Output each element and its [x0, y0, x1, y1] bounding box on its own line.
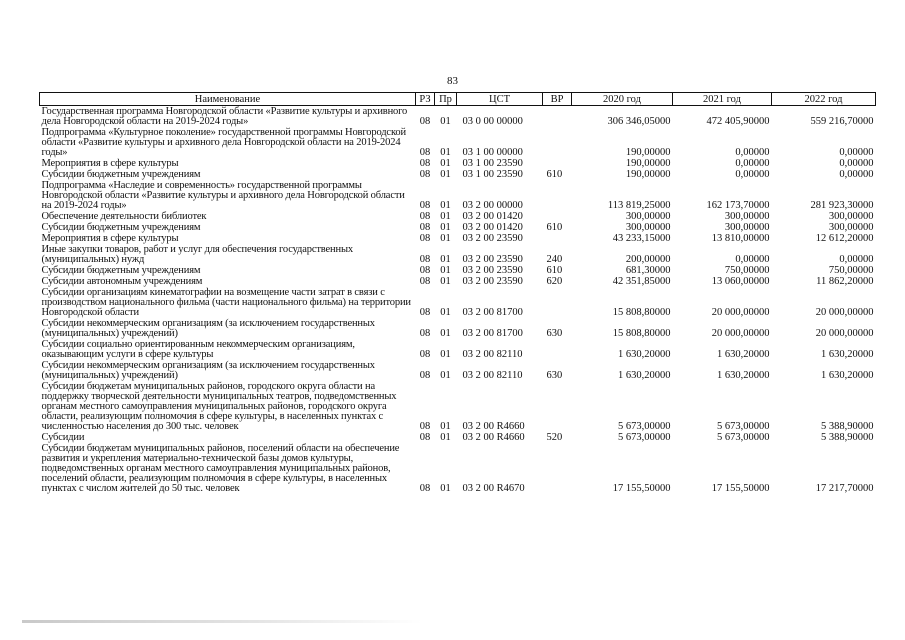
row-2022: 0,00000 — [839, 254, 874, 265]
table-row — [40, 169, 876, 180]
header-rz: РЗ — [416, 93, 435, 106]
row-name: Подпрограмма «Наследие и современность» государственной программы Новгородской области «Развитие культуры и архивного дела Новгородской области на 2019-2024 годы» — [41, 180, 405, 211]
row-pr: 01 — [440, 432, 451, 443]
row-rz: 08 — [419, 276, 431, 287]
row-2021: 1 630,20000 — [717, 370, 770, 381]
row-2022: 750,00000 — [828, 265, 874, 276]
row-2020: 300,00000 — [625, 222, 671, 233]
row-pr: 01 — [440, 483, 451, 494]
row-vr: 620 — [546, 276, 563, 287]
row-2020: 5 673,00000 — [618, 432, 671, 443]
row-2021: 5 673,00000 — [717, 432, 770, 443]
table-row — [40, 287, 876, 318]
table-row — [40, 158, 876, 169]
row-name: Субсидии бюджетам муниципальных районов, поселений области на обеспечение развития и укрепления материально-технической базы домов культуры, подведомственных органам местного самоуправления муниципальных районов, поселений области, реализующим полномочия в сфере культуры, в населенных пунктах с числом жителей до 50 тыс. человек — [41, 443, 400, 494]
row-2021: 472 405,90000 — [706, 116, 770, 127]
row-2021: 300,00000 — [724, 222, 770, 233]
row-name: Субсидии социально ориентированным некоммерческим организациям, оказывающим услуги в сфере культуры — [41, 339, 355, 360]
row-2022: 20 000,00000 — [815, 307, 874, 318]
row-2020: 15 808,80000 — [612, 307, 671, 318]
row-pr: 01 — [440, 370, 451, 381]
row-vr — [543, 339, 572, 360]
row-2022: 0,00000 — [839, 147, 874, 158]
row-cst: 03 2 00 82110 — [462, 370, 523, 381]
row-2021: 20 000,00000 — [711, 307, 770, 318]
row-cst: 03 0 00 00000 — [462, 116, 523, 127]
row-rz: 08 — [419, 233, 431, 244]
table-row — [40, 244, 876, 265]
row-2020: 42 351,85000 — [612, 276, 671, 287]
row-2022: 12 612,20000 — [815, 233, 874, 244]
table-row — [40, 265, 876, 276]
row-vr: 630 — [546, 370, 563, 381]
row-2020: 190,00000 — [625, 147, 671, 158]
table-row — [40, 360, 876, 381]
row-name: Государственная программа Новгородской области «Развитие культуры и архивного дела Новгородской области на 2019-2024 годы» — [41, 106, 408, 127]
header-2022: 2022 год — [772, 93, 876, 106]
row-2022: 0,00000 — [839, 158, 874, 169]
row-name: Субсидии некоммерческим организациям (за исключением государственных (муниципальных) учреждений) — [41, 360, 375, 381]
row-cst: 03 2 00 R4660 — [462, 421, 525, 432]
row-pr: 01 — [440, 421, 451, 432]
row-cst: 03 2 00 23590 — [462, 254, 523, 265]
page-number: 83 — [447, 75, 458, 87]
row-name: Субсидии — [41, 432, 85, 443]
header-2021: 2021 год — [673, 93, 772, 106]
row-rz: 08 — [419, 483, 431, 494]
row-2022: 300,00000 — [828, 222, 874, 233]
row-pr: 01 — [440, 222, 451, 233]
table-row — [40, 180, 876, 211]
row-rz: 08 — [419, 169, 431, 180]
row-vr: 610 — [546, 222, 563, 233]
table-row — [40, 443, 876, 494]
row-cst: 03 1 00 23590 — [462, 158, 523, 169]
header-vr: ВР — [543, 93, 572, 106]
row-rz: 08 — [419, 147, 431, 158]
header-pr: Пр — [435, 93, 457, 106]
budget-table — [39, 92, 876, 494]
row-cst: 03 2 00 81700 — [462, 328, 523, 339]
table-row — [40, 276, 876, 287]
row-cst: 03 2 00 01420 — [462, 222, 523, 233]
row-2020: 17 155,50000 — [612, 483, 671, 494]
row-name: Субсидии некоммерческим организациям (за исключением государственных (муниципальных) учреждений) — [41, 318, 375, 339]
row-rz: 08 — [419, 370, 431, 381]
row-2021: 5 673,00000 — [717, 421, 770, 432]
row-2020: 681,30000 — [625, 265, 671, 276]
row-vr — [543, 127, 572, 158]
row-pr: 01 — [440, 147, 451, 158]
row-2020: 5 673,00000 — [618, 421, 671, 432]
row-2020: 306 346,05000 — [607, 116, 671, 127]
row-2020: 43 233,15000 — [612, 233, 671, 244]
row-2022: 281 923,30000 — [810, 200, 874, 211]
row-2022: 5 388,90000 — [821, 432, 874, 443]
row-rz: 08 — [419, 200, 431, 211]
row-2020: 190,00000 — [625, 169, 671, 180]
row-name: Субсидии организациям кинематографии на возмещение части затрат в связи с производством национального фильма (части национального фильма) на территории Новгородской области — [41, 287, 411, 318]
row-pr: 01 — [440, 200, 451, 211]
row-pr: 01 — [440, 328, 451, 339]
row-vr: 520 — [546, 432, 563, 443]
row-vr — [543, 211, 572, 222]
row-2022: 1 630,20000 — [821, 349, 874, 360]
scan-edge — [22, 620, 422, 623]
row-2022: 11 862,20000 — [816, 276, 874, 287]
row-pr: 01 — [440, 265, 451, 276]
row-cst: 03 2 00 23590 — [462, 276, 523, 287]
row-2020: 1 630,20000 — [618, 349, 671, 360]
row-2021: 0,00000 — [735, 254, 770, 265]
row-2022: 17 217,70000 — [815, 483, 874, 494]
row-pr: 01 — [440, 276, 451, 287]
row-rz: 08 — [419, 211, 431, 222]
row-cst: 03 2 00 00000 — [462, 200, 523, 211]
row-rz: 08 — [419, 222, 431, 233]
row-2021: 0,00000 — [735, 147, 770, 158]
row-cst: 03 2 00 R4670 — [462, 483, 525, 494]
row-name: Субсидии автономным учреждениям — [41, 276, 203, 287]
row-2021: 750,00000 — [724, 265, 770, 276]
row-2021: 1 630,20000 — [717, 349, 770, 360]
row-name: Субсидии бюджетным учреждениям — [41, 222, 201, 233]
row-pr: 01 — [440, 233, 451, 244]
row-rz: 08 — [419, 421, 431, 432]
row-pr: 01 — [440, 158, 451, 169]
row-vr — [543, 180, 572, 211]
table-header-row — [40, 93, 876, 106]
row-2020: 15 808,80000 — [612, 328, 671, 339]
row-2022: 0,00000 — [839, 169, 874, 180]
row-2021: 162 173,70000 — [706, 200, 770, 211]
row-name: Мероприятия в сфере культуры — [41, 233, 179, 244]
row-2021: 300,00000 — [724, 211, 770, 222]
row-2021: 17 155,50000 — [711, 483, 770, 494]
table-row — [40, 432, 876, 443]
row-vr: 240 — [546, 254, 563, 265]
row-2022: 559 216,70000 — [810, 116, 874, 127]
row-cst: 03 1 00 00000 — [462, 147, 523, 158]
row-vr — [543, 158, 572, 169]
row-pr: 01 — [440, 254, 451, 265]
row-rz: 08 — [419, 116, 431, 127]
table-row — [40, 106, 876, 128]
row-vr — [543, 106, 572, 128]
row-vr — [543, 381, 572, 432]
row-vr — [543, 233, 572, 244]
row-rz: 08 — [419, 349, 431, 360]
row-name: Субсидии бюджетным учреждениям — [41, 169, 201, 180]
row-rz: 08 — [419, 158, 431, 169]
row-pr: 01 — [440, 307, 451, 318]
row-rz: 08 — [419, 254, 431, 265]
row-rz: 08 — [419, 307, 431, 318]
header-name: Наименование — [40, 93, 416, 106]
row-2020: 1 630,20000 — [618, 370, 671, 381]
row-cst: 03 2 00 82110 — [462, 349, 523, 360]
row-name: Мероприятия в сфере культуры — [41, 158, 179, 169]
table-row — [40, 222, 876, 233]
row-2022: 20 000,00000 — [815, 328, 874, 339]
row-2020: 190,00000 — [625, 158, 671, 169]
row-vr: 610 — [546, 265, 563, 276]
row-cst: 03 2 00 01420 — [462, 211, 523, 222]
row-2020: 113 819,25000 — [607, 200, 671, 211]
row-name: Обеспечение деятельности библиотек — [41, 211, 207, 222]
row-vr — [543, 443, 572, 494]
table-row — [40, 318, 876, 339]
row-vr: 630 — [546, 328, 563, 339]
row-2022: 300,00000 — [828, 211, 874, 222]
table-row — [40, 339, 876, 360]
row-rz: 08 — [419, 265, 431, 276]
row-name: Иные закупки товаров, работ и услуг для обеспечения государственных (муниципальных) нужд — [41, 244, 354, 265]
row-pr: 01 — [440, 211, 451, 222]
row-2021: 13 810,00000 — [711, 233, 770, 244]
table-row — [40, 233, 876, 244]
row-2020: 200,00000 — [625, 254, 671, 265]
row-cst: 03 1 00 23590 — [462, 169, 523, 180]
row-name: Подпрограмма «Культурное поколение» государственной программы Новгородской области «Развитие культуры и архивного дела Новгородской области на 2019-2024 годы» — [41, 127, 406, 158]
row-vr: 610 — [546, 169, 563, 180]
row-name: Субсидии бюджетам муниципальных районов, городского округа области на поддержку творческой деятельности муниципальных театров, подведомственных органам местного самоуправления муниципальных районов, городского округа области, реализующим полномочия в сфере культуры, в населенных пунктах с численностью населения до 300 тыс. человек — [41, 381, 397, 432]
row-name: Субсидии бюджетным учреждениям — [41, 265, 201, 276]
row-vr — [543, 287, 572, 318]
row-pr: 01 — [440, 349, 451, 360]
row-rz: 08 — [419, 328, 431, 339]
row-pr: 01 — [440, 169, 451, 180]
header-2020: 2020 год — [572, 93, 673, 106]
row-2021: 0,00000 — [735, 158, 770, 169]
row-cst: 03 2 00 81700 — [462, 307, 523, 318]
row-2021: 20 000,00000 — [711, 328, 770, 339]
row-2021: 0,00000 — [735, 169, 770, 180]
row-rz: 08 — [419, 432, 431, 443]
table-row — [40, 211, 876, 222]
table-row — [40, 381, 876, 432]
row-2022: 1 630,20000 — [821, 370, 874, 381]
row-cst: 03 2 00 23590 — [462, 233, 523, 244]
row-2022: 5 388,90000 — [821, 421, 874, 432]
row-2020: 300,00000 — [625, 211, 671, 222]
row-cst: 03 2 00 23590 — [462, 265, 523, 276]
table-body — [40, 106, 876, 495]
row-cst: 03 2 00 R4660 — [462, 432, 525, 443]
table-row — [40, 127, 876, 158]
row-pr: 01 — [440, 116, 451, 127]
header-cst: ЦСТ — [457, 93, 543, 106]
row-2021: 13 060,00000 — [711, 276, 770, 287]
